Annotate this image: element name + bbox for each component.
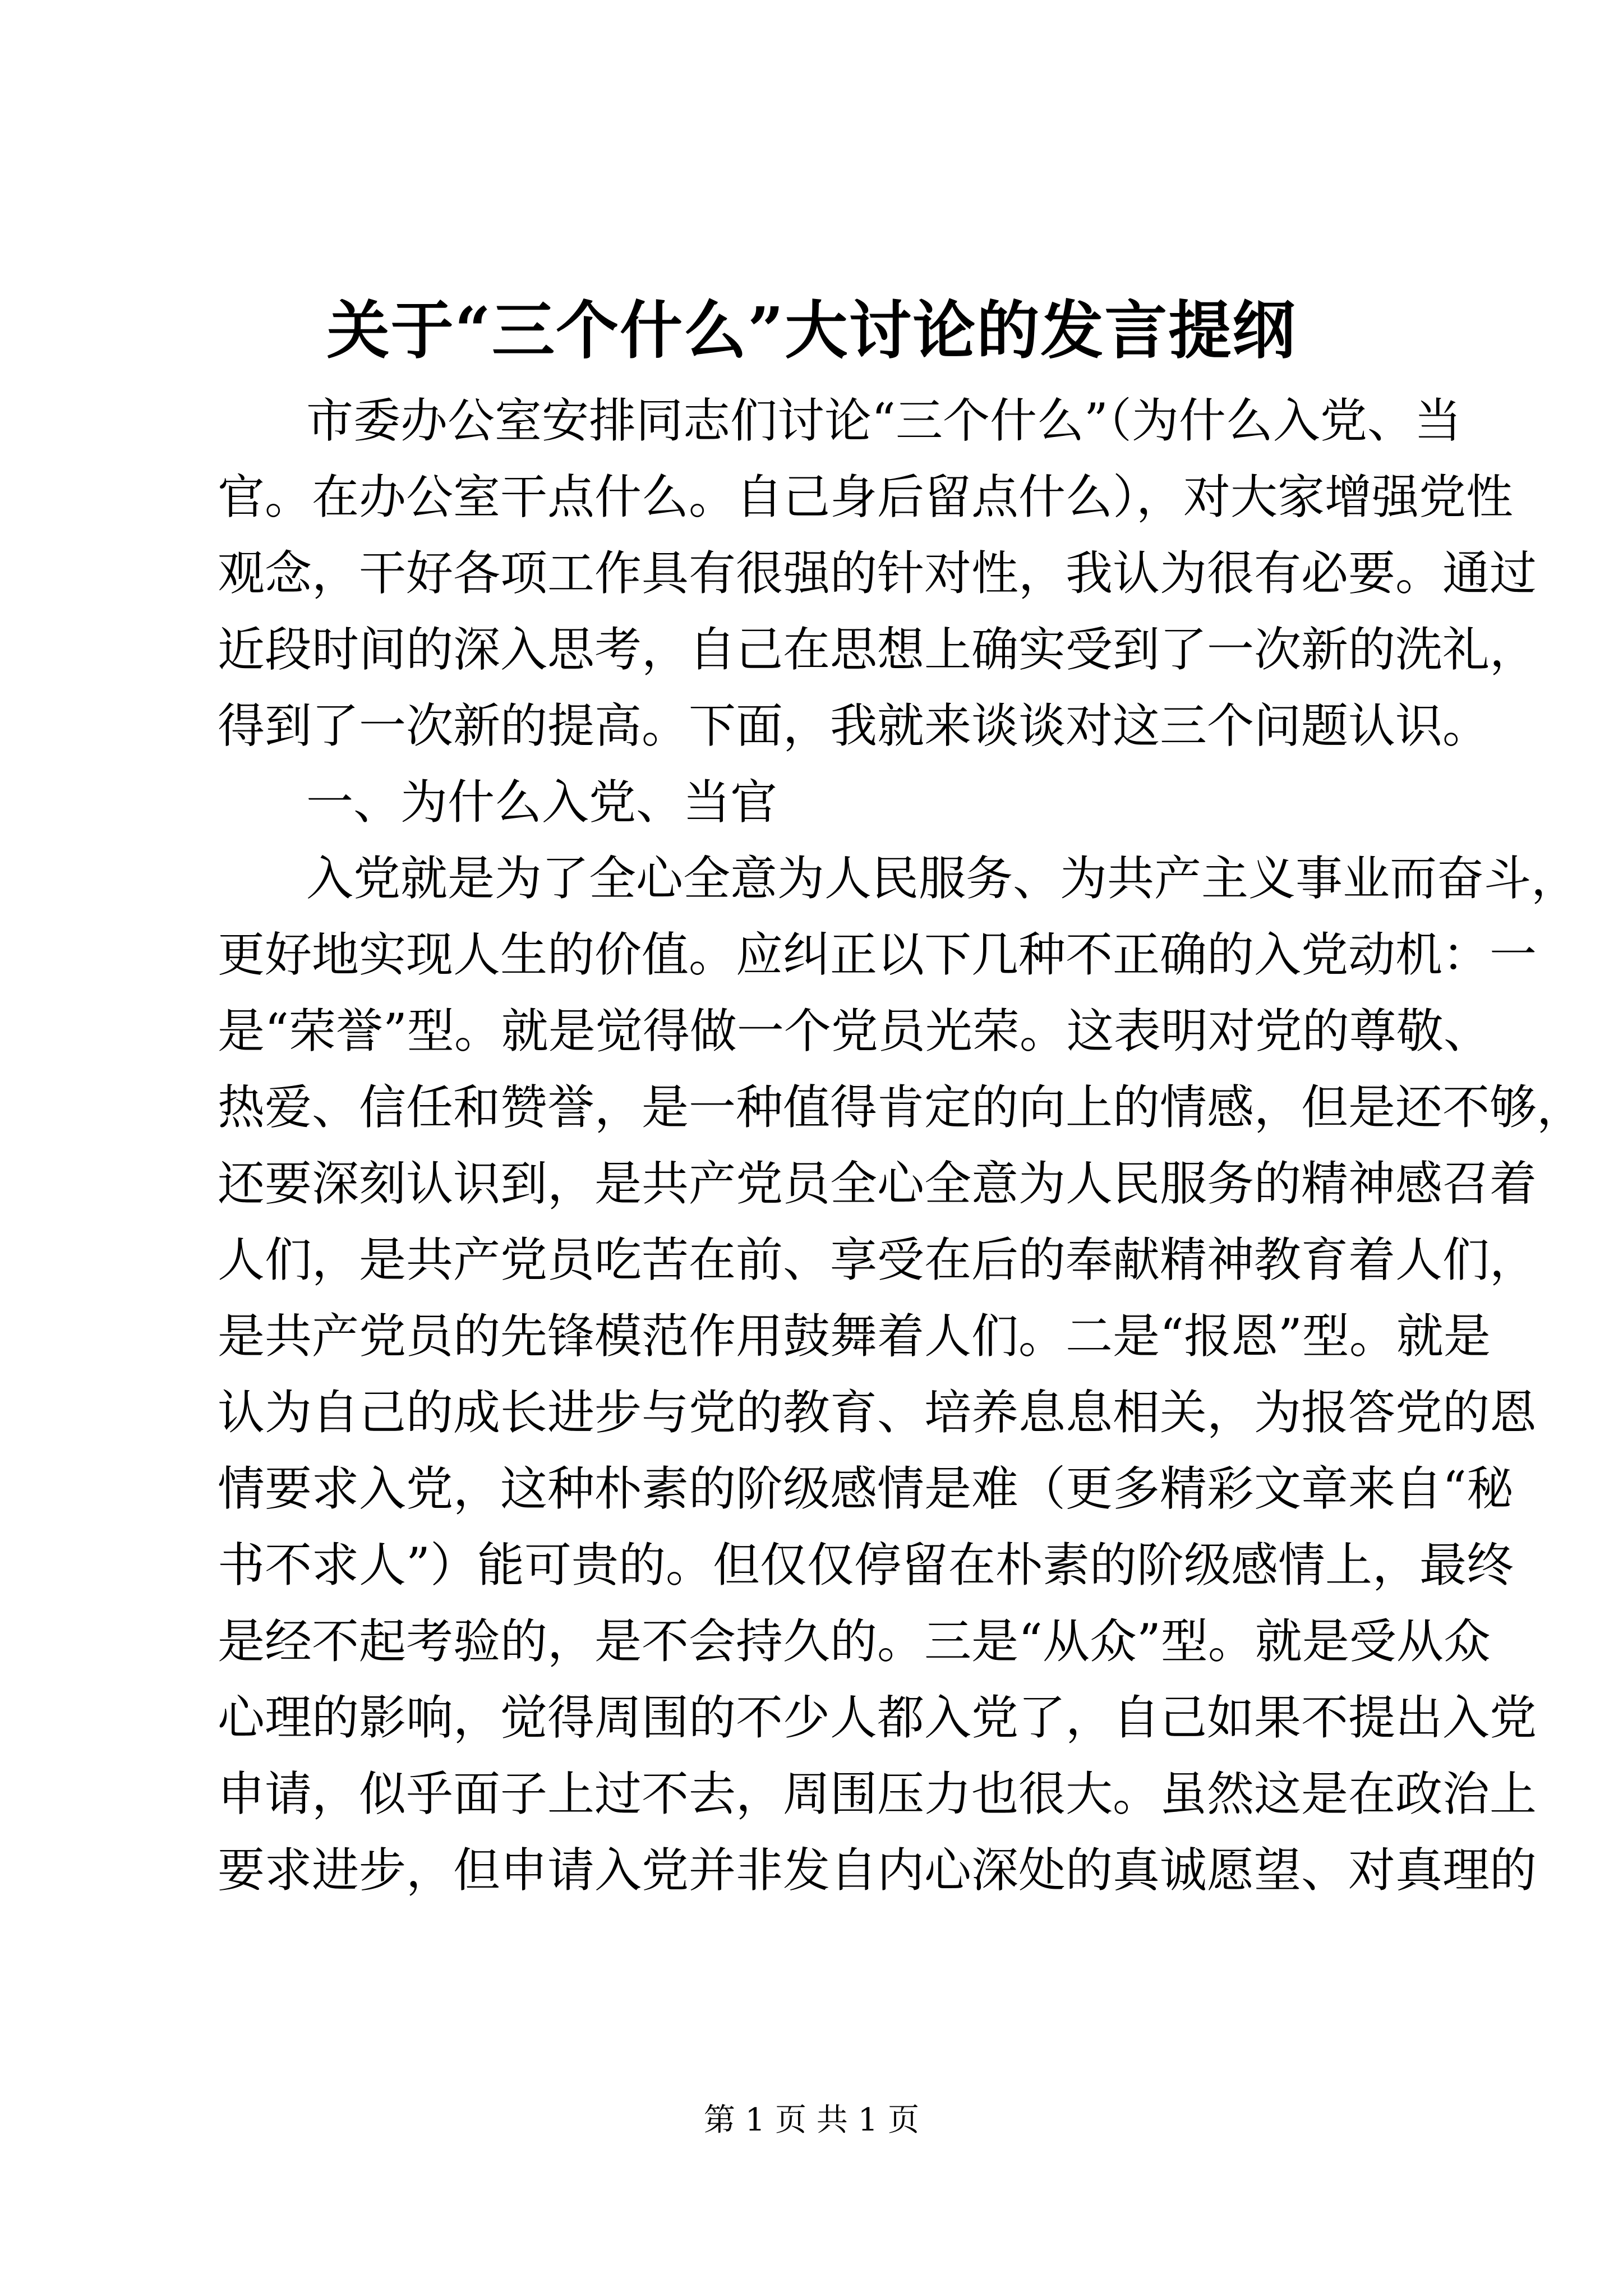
- text-line: 情要求入党，这种朴素的阶级感情是难（更多精彩文章来自“秘: [218, 1461, 1514, 1516]
- document-title: 关于“三个什么”大讨论的发言提纲: [326, 294, 1297, 367]
- text-line: 市委办公室安排同志们讨论“三个什么”（为什么入党、当: [306, 393, 1461, 448]
- text-line: 心理的影响，觉得周围的不少人都入党了，自己如果不提出入党: [218, 1690, 1537, 1745]
- text-line: 近段时间的深入思考，自己在思想上确实受到了一次新的洗礼，: [218, 622, 1537, 677]
- text-line: 书不求人”）能可贵的。但仅仅停留在朴素的阶级感情上，最终: [218, 1538, 1514, 1593]
- text-line: 还要深刻认识到，是共产党员全心全意为人民服务的精神感召着: [218, 1156, 1537, 1211]
- text-line: 一、为什么入党、当官: [306, 775, 778, 830]
- text-line: 申请，似乎面子上过不去，周围压力也很大。虽然这是在政治上: [218, 1766, 1537, 1821]
- text-line: 入党就是为了全心全意为人民服务、为共产主义事业而奋斗，: [306, 851, 1579, 906]
- text-line: 更好地实现人生的价值。应纠正以下几种不正确的入党动机：一: [218, 927, 1537, 982]
- text-line: 热爱、信任和赞誉，是一种值得肯定的向上的情感，但是还不够，: [218, 1080, 1584, 1135]
- text-line: 官。在办公室干点什么。自己身后留点什么），对大家增强党性: [218, 470, 1514, 524]
- text-line: 是“荣誉”型。就是觉得做一个党员光荣。这表明对党的尊敬、: [218, 1004, 1491, 1059]
- text-line: 得到了一次新的提高。下面，我就来谈谈对这三个问题认识。: [218, 698, 1490, 753]
- text-line: 观念，干好各项工作具有很强的针对性，我认为很有必要。通过: [218, 546, 1537, 601]
- text-line: 是共产党员的先锋模范作用鼓舞着人们。二是“报恩”型。就是: [218, 1309, 1491, 1364]
- text-line: 是经不起考验的，是不会持久的。三是“从众”型。就是受从众: [218, 1614, 1491, 1669]
- page-footer: 第 1 页 共 1 页: [703, 2102, 920, 2138]
- text-line: 要求进步，但申请入党并非发自内心深处的真诚愿望、对真理的: [218, 1843, 1537, 1898]
- text-line: 认为自己的成长进步与党的教育、培养息息相关，为报答党的恩: [218, 1385, 1537, 1440]
- text-line: 人们，是共产党员吃苦在前、享受在后的奉献精神教育着人们，: [218, 1232, 1537, 1287]
- document-body: [218, 383, 1584, 1908]
